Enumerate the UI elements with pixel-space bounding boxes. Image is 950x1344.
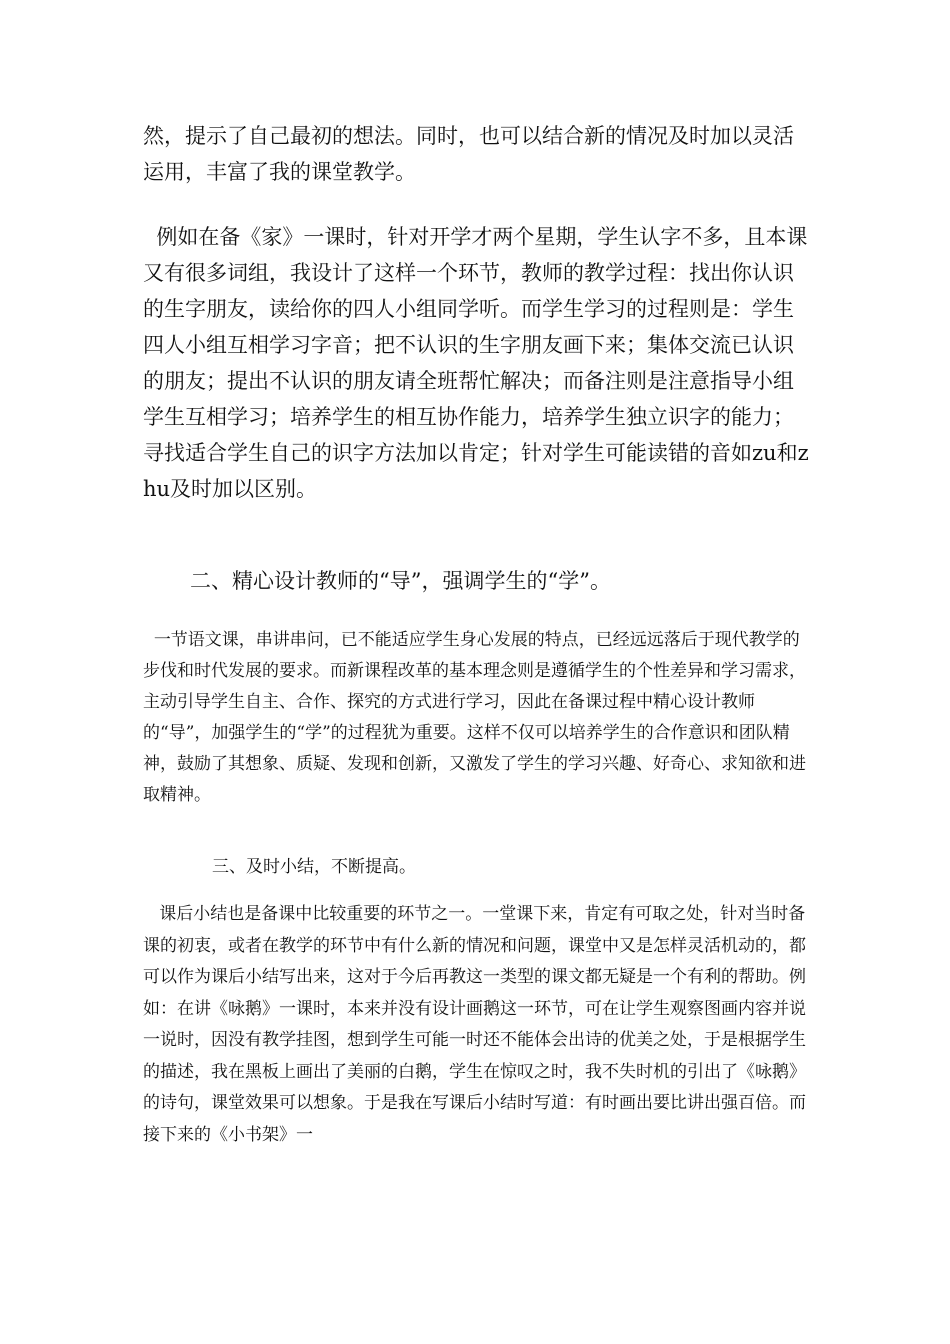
paragraph-example-jia: 例如在备《家》一课时，针对开学才两个星期，学生认字不多，且本课又有很多词组，我设计了这样一个环节，教师的教学过程：找出你认识的生字朋友，读给你的四人小组同学听。而学生学习的过程则是：学生四人小组互相学习字音；把不认识的生字朋友画下来；集体交流已认识的朋友；提出不认识的朋友请全班帮忙解决；而备注则是注意指导小组学生互相学习；培养学生的相互协作能力，培养学生独立识字的能力；寻找适合学生自己的识字方法加以肯定；针对学生可能读错的音如zu和zhu及时加以区别。 bbox=[143, 225, 809, 501]
section-heading-3: 三、及时小结，不断提高。 bbox=[212, 857, 416, 877]
paragraph-lesson-summary: 课后小结也是备课中比较重要的环节之一。一堂课下来，肯定有可取之处，针对当时备课的初衷，或者在教学的环节中有什么新的情况和问题，课堂中又是怎样灵活机动的，都可以作为课后小结写出来，这对于今后再教这一类型的课文都无疑是一个有利的帮助。例如：在讲《咏鹅》一课时，本来并没有设计画鹅这一环节，可在让学生观察图画内容并说一说时，因没有教学挂图，想到学生可能一时还不能体会出诗的优美之处，于是根据学生的描述，我在黑板上画出了美丽的白鹅，学生在惊叹之时，我不失时机的引出了《咏鹅》的诗句，课堂效果可以想象。于是我在写课后小结时写道：有时画出要比讲出强百倍。而接下来的《小书架》一 bbox=[143, 904, 806, 1145]
paragraph-guide-and-learn: 一节语文课，串讲串问，已不能适应学生身心发展的特点，已经远远落后于现代教学的步伐和时代发展的要求。而新课程改革的基本理念则是遵循学生的个性差异和学习需求，主动引导学生自主、合作、探究的方式进行学习，因此在备课过程中精心设计教师的“导”，加强学生的“学”的过程犹为重要。这样不仅可以培养学生的合作意识和团队精神，鼓励了其想象、质疑、发现和创新，又激发了学生的学习兴趣、好奇心、求知欲和进取精神。 bbox=[143, 630, 806, 805]
section-heading-2: 二、精心设计教师的“导”，强调学生的“学”。 bbox=[190, 569, 611, 593]
paragraph-continued: 然，提示了自己最初的想法。同时，也可以结合新的情况及时加以灵活运用，丰富了我的课堂教学。 bbox=[143, 124, 794, 184]
